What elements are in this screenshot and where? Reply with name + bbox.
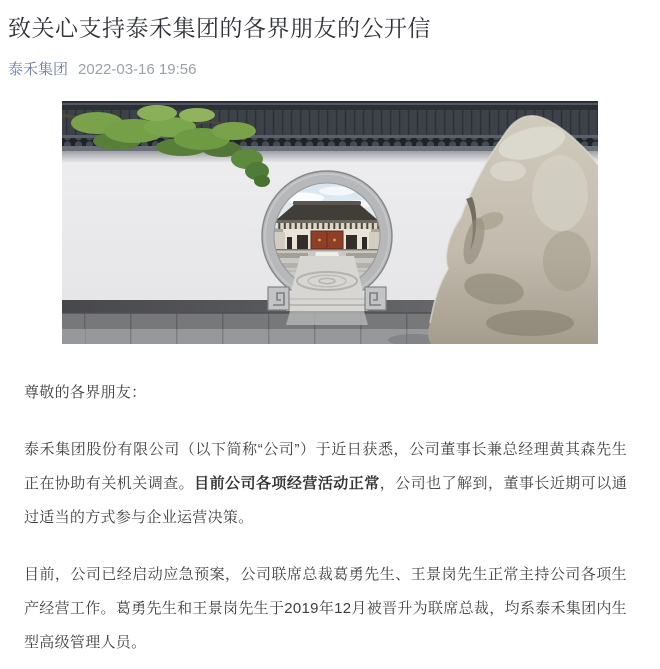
bold-statement: 目前公司各项经营活动正常 bbox=[194, 475, 380, 492]
gate-foot-right bbox=[365, 287, 386, 310]
article-header bbox=[0, 13, 660, 79]
source-link[interactable]: 泰禾集团 bbox=[8, 61, 69, 78]
salutation: 尊敬的各界朋友： bbox=[24, 384, 147, 401]
paragraph-main bbox=[24, 433, 627, 535]
paragraph-secondary: 目前，公司已经启动应急预案，公司联席总裁葛勇先生、王景岗先生正常主持公司各项生产经营工作。葛勇先生和王景岗先生于2019年12月被晋升为联席总裁，均系泰禾集团内生型高级管理人员。 bbox=[24, 566, 627, 651]
garden-illustration bbox=[62, 101, 598, 344]
publish-date: 2022-03-16 19:56 bbox=[78, 61, 197, 78]
article-meta bbox=[8, 60, 650, 79]
paragraph-main-text: 泰禾集团股份有限公司（以下简称“公司”）于近日获悉，公司董事长兼总经理黄其森先生正在协助有关机关调查。 bbox=[24, 441, 627, 492]
hero-image[interactable] bbox=[62, 101, 598, 344]
article-page bbox=[0, 13, 660, 660]
gate-walkway bbox=[286, 256, 368, 325]
paragraph-main-tail: ，公司也了解到，董事长近期可以通过适当的方式参与企业运营决策。 bbox=[24, 475, 627, 526]
article-body bbox=[0, 376, 660, 660]
gate-foot-left bbox=[268, 287, 289, 310]
article-title: 致关心支持泰禾集团的各界朋友的公开信 bbox=[8, 15, 431, 41]
